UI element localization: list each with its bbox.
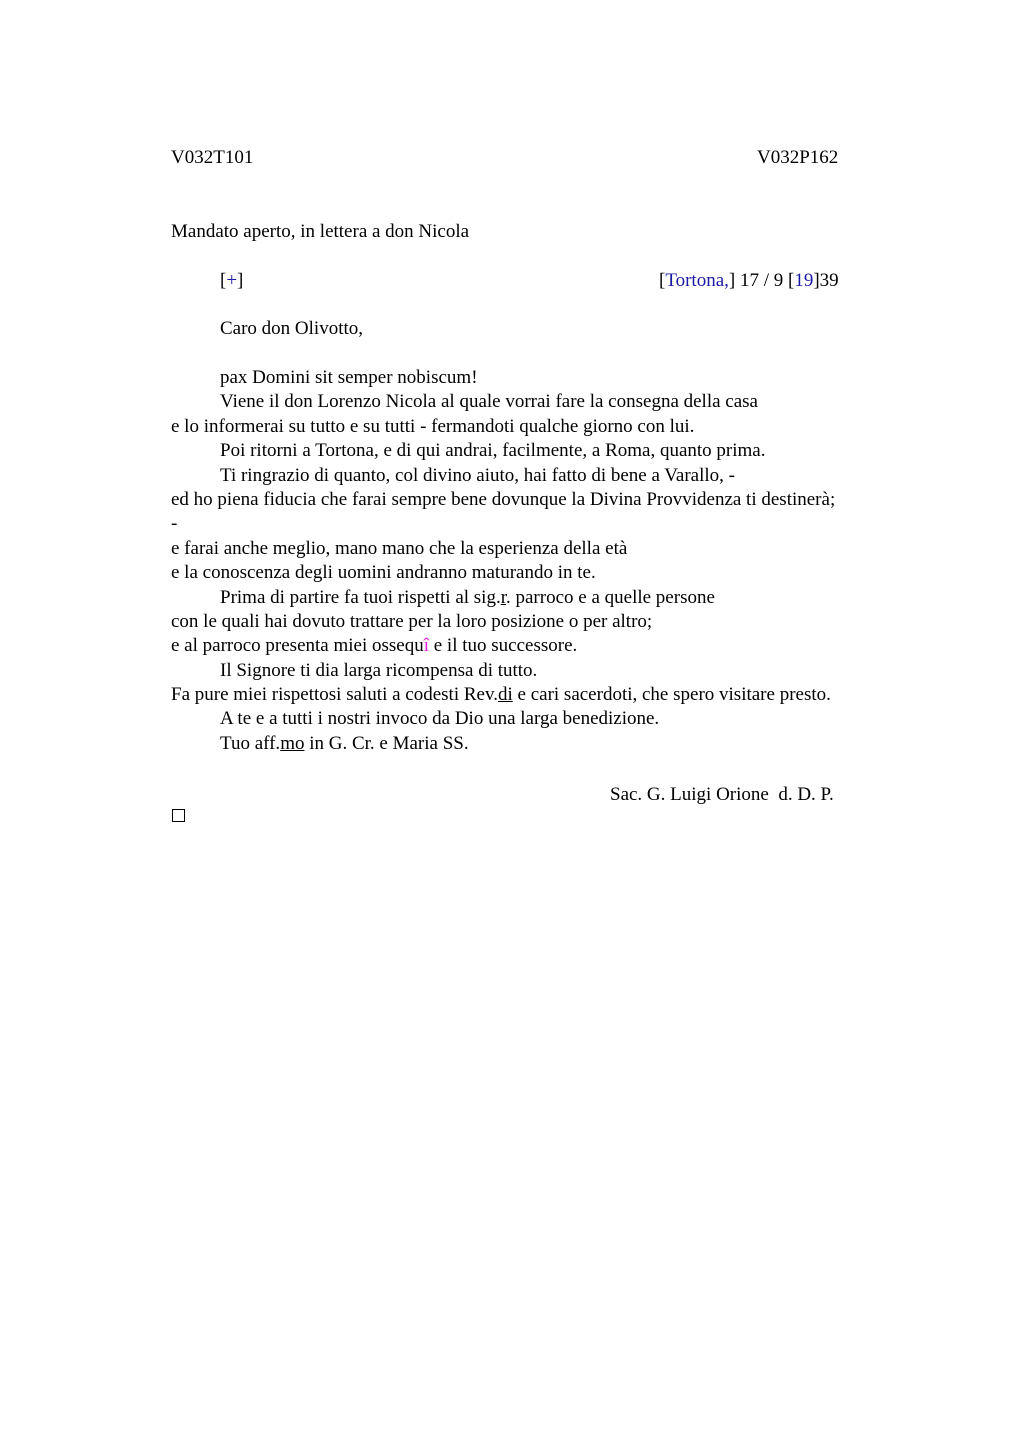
cross-symbol: +	[226, 270, 238, 291]
body-line: Poi ritorni a Tortona, e di qui andrai, facilmente, a Roma, quanto prima.	[220, 440, 766, 462]
cross-mark: [+]	[220, 270, 244, 291]
body-line: pax Domini sit semper nobiscum!	[220, 367, 478, 388]
dateline-place: Tortona,	[665, 270, 729, 291]
body-line: Fa pure miei rispettosi saluti a codesti Rev.di e cari sacerdoti, che spero visitare presto.	[171, 684, 831, 706]
body-line: Il Signore ti dia larga ricompensa di tutto.	[220, 659, 538, 681]
salutation: Caro don Olivotto,	[220, 318, 364, 339]
document-code-left: V032T101	[171, 147, 254, 168]
body-line: Tuo aff.mo in G. Cr. e Maria SS.	[220, 732, 469, 754]
dateline: [Tortona,] 17 / 9 [19]39	[659, 270, 839, 291]
dateline-year-prefix: 19	[794, 270, 814, 291]
body-line: e al parroco presenta miei ossequî e il tuo successore.	[171, 635, 578, 657]
body-line: Viene il don Lorenzo Nicola al quale vorrai fare la consegna della casa	[220, 391, 758, 413]
body-line: e la conoscenza degli uomini andranno maturando in te.	[171, 562, 596, 584]
document-title: Mandato aperto, in lettera a don Nicola	[171, 221, 470, 242]
body-line: con le quali hai dovuto trattare per la loro posizione o per altro;	[171, 610, 653, 632]
body-line: Ti ringrazio di quanto, col divino aiuto, hai fatto di bene a Varallo, -	[220, 464, 736, 486]
body-line: Prima di partire fa tuoi rispetti al sig.r. parroco e a quelle persone	[220, 586, 715, 608]
letter-body	[171, 366, 901, 756]
body-line: A te e a tutti i nostri invoco da Dio una larga benedizione.	[220, 708, 660, 730]
checkbox-square-icon	[172, 809, 185, 822]
body-line: ed ho piena fiducia che farai sempre bene dovunque la Divina Provvidenza ti destinerà;	[171, 488, 836, 510]
document-code-right: V032P162	[757, 147, 839, 168]
body-line: -	[171, 513, 178, 535]
signature: Sac. G. Luigi Orione d. D. P.	[610, 784, 834, 805]
body-line: e lo informerai su tutto e su tutti - fermandoti qualche giorno con lui.	[171, 415, 695, 437]
accented-letter: î	[423, 635, 429, 657]
body-line: e farai anche meglio, mano mano che la esperienza della età	[171, 537, 628, 559]
